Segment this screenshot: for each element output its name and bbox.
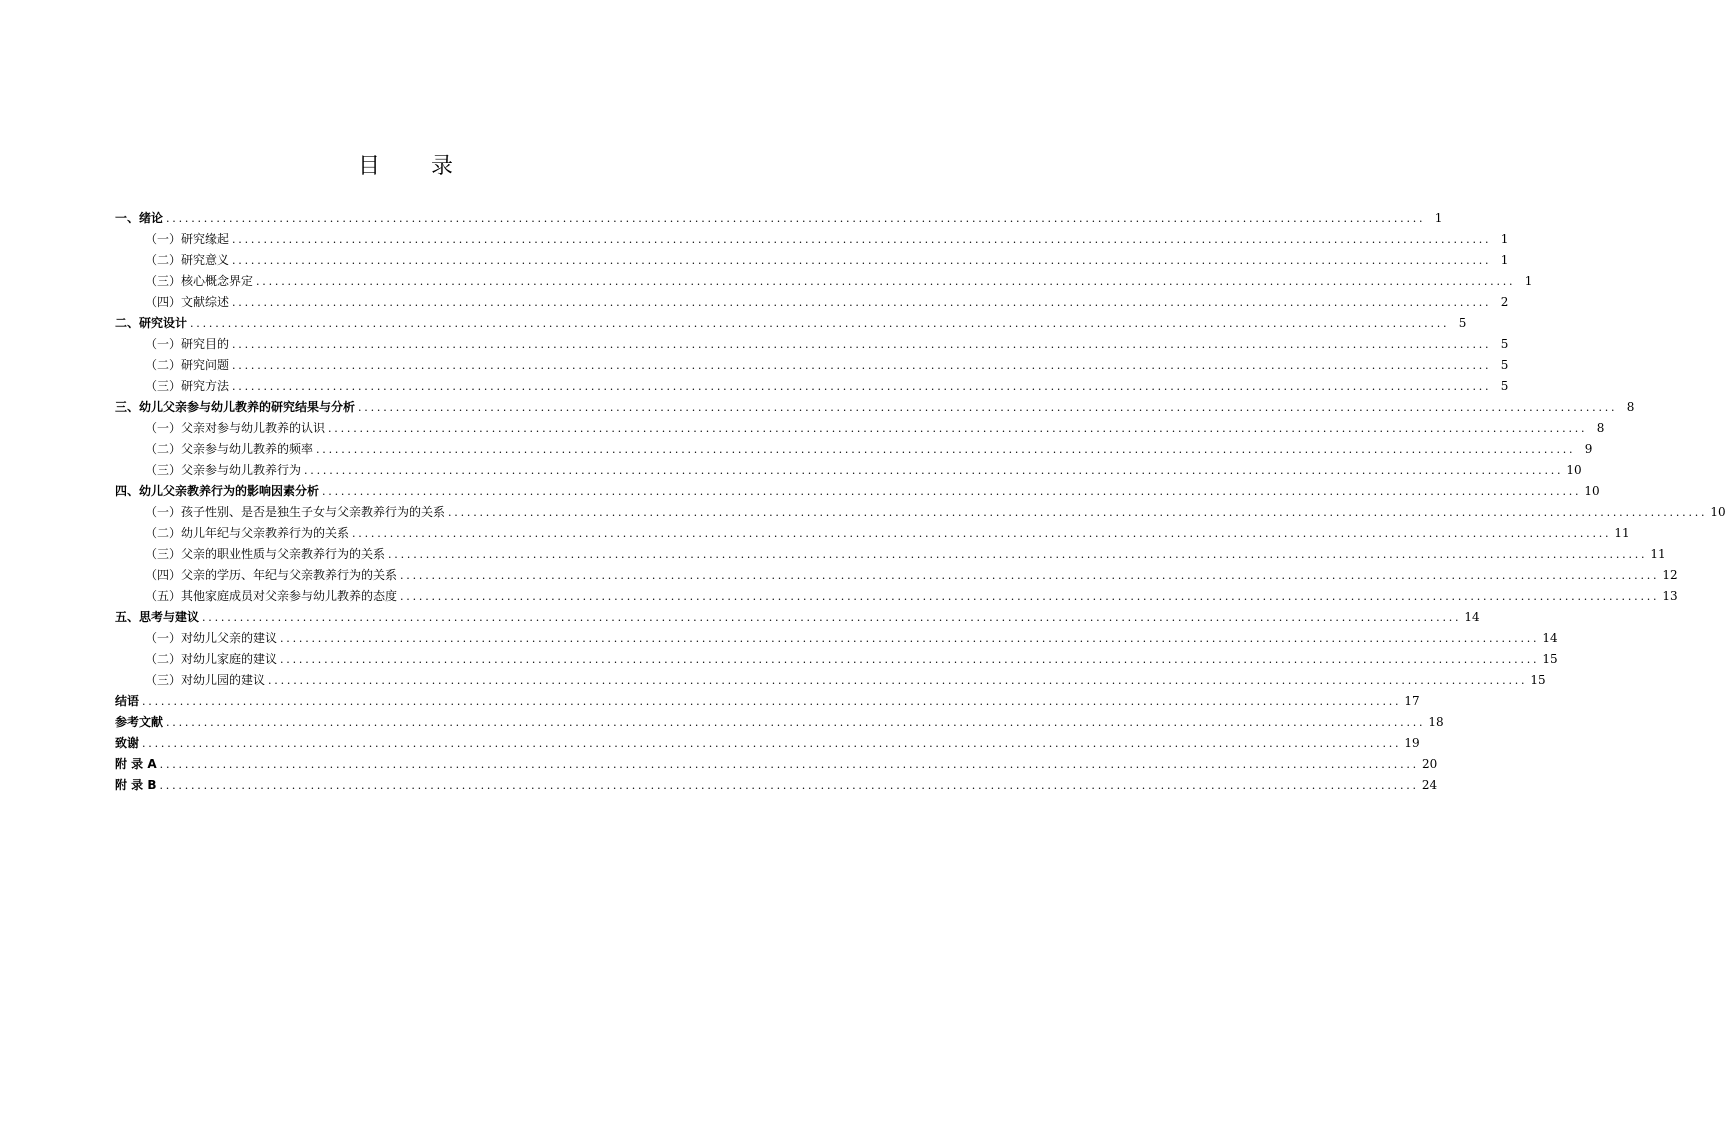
toc-title: 目 录 bbox=[358, 154, 475, 179]
table-of-contents bbox=[115, 208, 1726, 796]
toc-page-number: 5 bbox=[1500, 337, 1509, 351]
toc-page-number: 9 bbox=[1584, 442, 1593, 456]
toc-dot-leader: ........................................................................................................................................................................................................ bbox=[256, 275, 1516, 288]
toc-dot-leader: ........................................................................................................................................................................................................ bbox=[280, 632, 1540, 645]
toc-dot-leader: ........................................................................................................................................................................................................ bbox=[358, 401, 1618, 414]
toc-dot-leader: ........................................................................................................................................................................................................ bbox=[232, 254, 1492, 267]
toc-section-entry[interactable] bbox=[115, 229, 1509, 250]
toc-page-number: 19 bbox=[1404, 736, 1420, 750]
toc-page-number: 10 bbox=[1584, 484, 1600, 498]
toc-section-entry[interactable] bbox=[115, 271, 1533, 292]
toc-page-number: 10 bbox=[1566, 463, 1582, 477]
toc-dot-leader: ........................................................................................................................................................................................................ bbox=[232, 338, 1492, 351]
toc-entry-title: 附 录 B bbox=[115, 778, 157, 792]
toc-entry-title: 三、幼儿父亲参与幼儿教养的研究结果与分析 bbox=[115, 400, 356, 414]
toc-page-number: 11 bbox=[1614, 526, 1630, 540]
toc-entry-title: （五）其他家庭成员对父亲参与幼儿教养的态度 bbox=[145, 589, 398, 603]
toc-section-entry[interactable] bbox=[115, 649, 1558, 670]
toc-chapter-entry[interactable] bbox=[115, 313, 1467, 334]
toc-section-entry[interactable] bbox=[115, 334, 1509, 355]
toc-page-number: 1 bbox=[1500, 232, 1509, 246]
toc-entry-title: （一）研究缘起 bbox=[145, 232, 230, 246]
toc-dot-leader: ........................................................................................................................................................................................................ bbox=[202, 611, 1462, 624]
toc-entry-title: （一）孩子性别、是否是独生子女与父亲教养行为的关系 bbox=[145, 505, 446, 519]
toc-dot-leader: ........................................................................................................................................................................................................ bbox=[400, 569, 1660, 582]
toc-chapter-entry[interactable] bbox=[115, 712, 1444, 733]
toc-chapter-entry[interactable] bbox=[115, 208, 1443, 229]
toc-entry-title: 参考文献 bbox=[115, 715, 164, 729]
toc-dot-leader: ........................................................................................................................................................................................................ bbox=[142, 695, 1402, 708]
toc-dot-leader: ........................................................................................................................................................................................................ bbox=[166, 716, 1426, 729]
toc-dot-leader: ........................................................................................................................................................................................................ bbox=[322, 485, 1582, 498]
toc-entry-title: （三）研究方法 bbox=[145, 379, 230, 393]
toc-section-entry[interactable] bbox=[115, 670, 1546, 691]
toc-entry-title: （一）对幼儿父亲的建议 bbox=[145, 631, 278, 645]
toc-entry-title: 附 录 A bbox=[115, 757, 157, 771]
toc-entry-title: （二）父亲参与幼儿教养的频率 bbox=[145, 442, 314, 456]
toc-entry-title: 二、研究设计 bbox=[115, 316, 188, 330]
toc-page-number: 5 bbox=[1458, 316, 1467, 330]
toc-section-entry[interactable] bbox=[115, 376, 1509, 397]
toc-dot-leader: ........................................................................................................................................................................................................ bbox=[232, 359, 1492, 372]
toc-page-number: 5 bbox=[1500, 379, 1509, 393]
toc-entry-title: （四）父亲的学历、年纪与父亲教养行为的关系 bbox=[145, 568, 398, 582]
toc-dot-leader: ........................................................................................................................................................................................................ bbox=[232, 296, 1492, 309]
toc-section-entry[interactable] bbox=[115, 292, 1509, 313]
toc-entry-title: （三）对幼儿园的建议 bbox=[145, 673, 266, 687]
toc-dot-leader: ........................................................................................................................................................................................................ bbox=[328, 422, 1588, 435]
toc-entry-title: （一）研究目的 bbox=[145, 337, 230, 351]
toc-page-number: 10 bbox=[1710, 505, 1726, 519]
toc-dot-leader: ........................................................................................................................................................................................................ bbox=[388, 548, 1648, 561]
toc-page-number: 24 bbox=[1421, 778, 1438, 792]
toc-dot-leader: ........................................................................................................................................................................................................ bbox=[268, 674, 1528, 687]
toc-page-number: 8 bbox=[1596, 421, 1605, 435]
toc-section-entry[interactable] bbox=[115, 565, 1678, 586]
toc-dot-leader: ........................................................................................................................................................................................................ bbox=[190, 317, 1450, 330]
toc-entry-title: （二）对幼儿家庭的建议 bbox=[145, 652, 278, 666]
toc-entry-title: （四）文献综述 bbox=[145, 295, 230, 309]
toc-section-entry[interactable] bbox=[115, 355, 1509, 376]
toc-section-entry[interactable] bbox=[115, 544, 1666, 565]
toc-entry-title: （三）父亲的职业性质与父亲教养行为的关系 bbox=[145, 547, 386, 561]
toc-dot-leader: ........................................................................................................................................................................................................ bbox=[159, 758, 1419, 771]
toc-page-number: 15 bbox=[1530, 673, 1546, 687]
toc-dot-leader: ........................................................................................................................................................................................................ bbox=[400, 590, 1660, 603]
toc-page-number: 1 bbox=[1434, 211, 1443, 225]
toc-page-number: 20 bbox=[1421, 757, 1438, 771]
toc-page-number: 14 bbox=[1464, 610, 1480, 624]
toc-chapter-entry[interactable] bbox=[115, 397, 1635, 418]
toc-section-entry[interactable] bbox=[115, 586, 1678, 607]
toc-page-number: 2 bbox=[1500, 295, 1509, 309]
toc-section-entry[interactable] bbox=[115, 502, 1726, 523]
toc-entry-title: 五、思考与建议 bbox=[115, 610, 200, 624]
toc-dot-leader: ........................................................................................................................................................................................................ bbox=[159, 779, 1419, 792]
toc-entry-title: （一）父亲对参与幼儿教养的认识 bbox=[145, 421, 326, 435]
toc-section-entry[interactable] bbox=[115, 523, 1630, 544]
toc-chapter-entry[interactable] bbox=[115, 733, 1420, 754]
toc-entry-title: 结语 bbox=[115, 694, 140, 708]
toc-section-entry[interactable] bbox=[115, 460, 1582, 481]
toc-dot-leader: ........................................................................................................................................................................................................ bbox=[352, 527, 1612, 540]
toc-dot-leader: ........................................................................................................................................................................................................ bbox=[166, 212, 1426, 225]
toc-entry-title: （二）研究意义 bbox=[145, 253, 230, 267]
toc-page-number: 1 bbox=[1524, 274, 1533, 288]
toc-dot-leader: ........................................................................................................................................................................................................ bbox=[316, 443, 1576, 456]
toc-dot-leader: ........................................................................................................................................................................................................ bbox=[448, 506, 1708, 519]
toc-entry-title: 四、幼儿父亲教养行为的影响因素分析 bbox=[115, 484, 320, 498]
toc-page-number: 14 bbox=[1542, 631, 1558, 645]
toc-section-entry[interactable] bbox=[115, 418, 1605, 439]
toc-chapter-entry[interactable] bbox=[115, 607, 1480, 628]
toc-page-number: 12 bbox=[1662, 568, 1678, 582]
toc-page-number: 1 bbox=[1500, 253, 1509, 267]
toc-section-entry[interactable] bbox=[115, 628, 1558, 649]
toc-page-number: 8 bbox=[1626, 400, 1635, 414]
toc-entry-title: 一、绪论 bbox=[115, 211, 164, 225]
toc-page-number: 15 bbox=[1542, 652, 1558, 666]
toc-section-entry[interactable] bbox=[115, 439, 1593, 460]
toc-chapter-entry[interactable] bbox=[115, 775, 1438, 796]
toc-entry-title: 致谢 bbox=[115, 736, 140, 750]
toc-page-number: 18 bbox=[1428, 715, 1444, 729]
toc-dot-leader: ........................................................................................................................................................................................................ bbox=[280, 653, 1540, 666]
toc-entry-title: （二）研究问题 bbox=[145, 358, 230, 372]
toc-page-number: 11 bbox=[1650, 547, 1666, 561]
toc-dot-leader: ........................................................................................................................................................................................................ bbox=[304, 464, 1564, 477]
toc-chapter-entry[interactable] bbox=[115, 481, 1600, 502]
toc-entry-title: （二）幼儿年纪与父亲教养行为的关系 bbox=[145, 526, 350, 540]
toc-chapter-entry[interactable] bbox=[115, 691, 1420, 712]
toc-page-number: 13 bbox=[1662, 589, 1678, 603]
toc-entry-title: （三）父亲参与幼儿教养行为 bbox=[145, 463, 302, 477]
toc-page-number: 5 bbox=[1500, 358, 1509, 372]
toc-section-entry[interactable] bbox=[115, 250, 1509, 271]
toc-dot-leader: ........................................................................................................................................................................................................ bbox=[232, 233, 1492, 246]
toc-page-number: 17 bbox=[1404, 694, 1420, 708]
toc-dot-leader: ........................................................................................................................................................................................................ bbox=[142, 737, 1402, 750]
toc-entry-title: （三）核心概念界定 bbox=[145, 274, 254, 288]
toc-dot-leader: ........................................................................................................................................................................................................ bbox=[232, 380, 1492, 393]
toc-chapter-entry[interactable] bbox=[115, 754, 1438, 775]
